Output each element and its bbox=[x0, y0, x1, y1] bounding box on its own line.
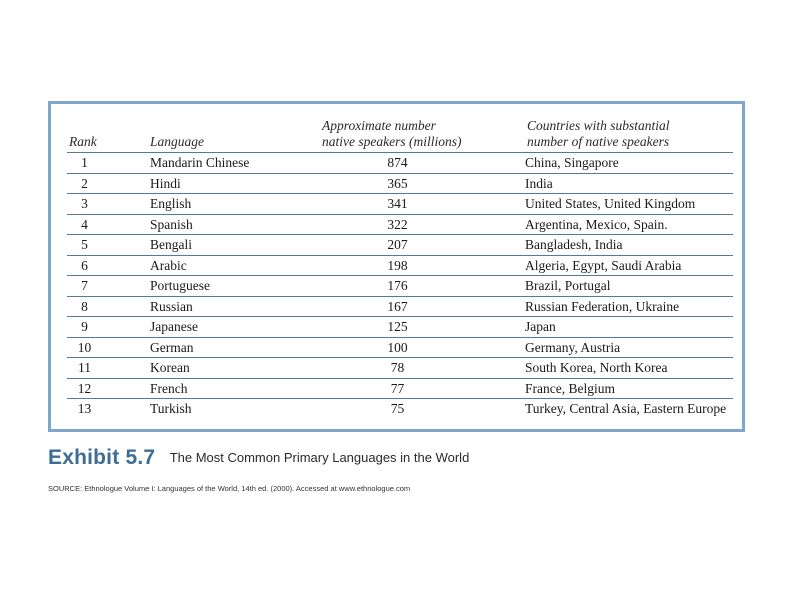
cell-speakers: 341 bbox=[288, 194, 507, 215]
cell-countries: South Korea, North Korea bbox=[507, 358, 733, 379]
cell-language: German bbox=[102, 337, 288, 358]
table-row bbox=[67, 399, 733, 419]
table-row bbox=[67, 337, 733, 358]
cell-countries: Algeria, Egypt, Saudi Arabia bbox=[507, 255, 733, 276]
header-language: Language bbox=[102, 118, 288, 153]
cell-rank: 1 bbox=[67, 153, 102, 174]
cell-speakers: 78 bbox=[288, 358, 507, 379]
table-row bbox=[67, 173, 733, 194]
cell-speakers: 365 bbox=[288, 173, 507, 194]
cell-countries: Germany, Austria bbox=[507, 337, 733, 358]
table-row bbox=[67, 153, 733, 174]
cell-countries: Russian Federation, Ukraine bbox=[507, 296, 733, 317]
header-countries-line1: Countries with substantial bbox=[527, 118, 670, 133]
cell-language: Japanese bbox=[102, 317, 288, 338]
cell-speakers: 75 bbox=[390, 401, 405, 417]
table-row bbox=[67, 276, 733, 297]
cell-language: Hindi bbox=[102, 173, 288, 194]
cell-countries: Turkey, Central Asia, Eastern Europe bbox=[525, 401, 727, 417]
table-row bbox=[67, 255, 733, 276]
cell-rank: 8 bbox=[67, 296, 102, 317]
cell-language: Bengali bbox=[102, 235, 288, 256]
cell-rank: 12 bbox=[67, 378, 102, 399]
cell-rank: 3 bbox=[67, 194, 102, 215]
cell-rank: 2 bbox=[67, 173, 102, 194]
cell-countries: Japan bbox=[507, 317, 733, 338]
table-row bbox=[67, 296, 733, 317]
cell-countries: France, Belgium bbox=[507, 378, 733, 399]
header-speakers-line1: Approximate number bbox=[322, 118, 436, 133]
cell-rank: 6 bbox=[67, 255, 102, 276]
cell-rank: 11 bbox=[67, 358, 102, 379]
cell-countries: Bangladesh, India bbox=[507, 235, 733, 256]
cell-speakers: 207 bbox=[288, 235, 507, 256]
header-speakers bbox=[288, 118, 507, 153]
header-rank: Rank bbox=[67, 118, 102, 153]
exhibit-caption bbox=[48, 446, 469, 470]
header-countries bbox=[507, 118, 733, 153]
cell-language: Spanish bbox=[102, 214, 288, 235]
cell-countries: United States, United Kingdom bbox=[507, 194, 733, 215]
table-row bbox=[67, 317, 733, 338]
cell-speakers: 198 bbox=[288, 255, 507, 276]
header-countries-line2: number of native speakers bbox=[527, 134, 670, 149]
cell-countries: Argentina, Mexico, Spain. bbox=[507, 214, 733, 235]
cell-rank: 4 bbox=[67, 214, 102, 235]
cell-rank: 7 bbox=[67, 276, 102, 297]
cell-countries: Brazil, Portugal bbox=[507, 276, 733, 297]
cell-language: Portuguese bbox=[102, 276, 288, 297]
cell-speakers: 874 bbox=[288, 153, 507, 174]
table-row bbox=[67, 194, 733, 215]
cell-rank: 10 bbox=[67, 337, 102, 358]
cell-speakers: 77 bbox=[288, 378, 507, 399]
cell-speakers: 125 bbox=[288, 317, 507, 338]
cell-speakers: 322 bbox=[288, 214, 507, 235]
table-frame bbox=[48, 101, 745, 432]
cell-countries: China, Singapore bbox=[507, 153, 733, 174]
languages-table bbox=[67, 118, 733, 419]
cell-rank: 5 bbox=[67, 235, 102, 256]
cell-rank: 13 bbox=[77, 401, 92, 417]
cell-language: Mandarin Chinese bbox=[102, 153, 288, 174]
cell-rank: 9 bbox=[67, 317, 102, 338]
cell-speakers: 167 bbox=[288, 296, 507, 317]
table-row bbox=[67, 378, 733, 399]
exhibit-title: The Most Common Primary Languages in the World bbox=[169, 450, 470, 465]
table-row bbox=[67, 214, 733, 235]
table-header-row bbox=[67, 118, 733, 153]
cell-language: Arabic bbox=[102, 255, 288, 276]
cell-language: French bbox=[102, 378, 288, 399]
header-speakers-line2: native speakers (millions) bbox=[322, 134, 462, 149]
cell-speakers: 100 bbox=[288, 337, 507, 358]
table-body bbox=[67, 153, 733, 419]
cell-language: Russian bbox=[102, 296, 288, 317]
table-row bbox=[67, 235, 733, 256]
cell-countries: India bbox=[507, 173, 733, 194]
cell-language: Korean bbox=[102, 358, 288, 379]
cell-language: English bbox=[102, 194, 288, 215]
cell-language: Turkish bbox=[150, 401, 192, 417]
source-note: SOURCE: Ethnologue Volume I: Languages of the World, 14th ed. (2000). Accessed at www.ethnologue.com bbox=[48, 484, 411, 493]
cell-speakers: 176 bbox=[288, 276, 507, 297]
exhibit-label: Exhibit 5.7 bbox=[48, 446, 156, 469]
table-row bbox=[67, 358, 733, 379]
